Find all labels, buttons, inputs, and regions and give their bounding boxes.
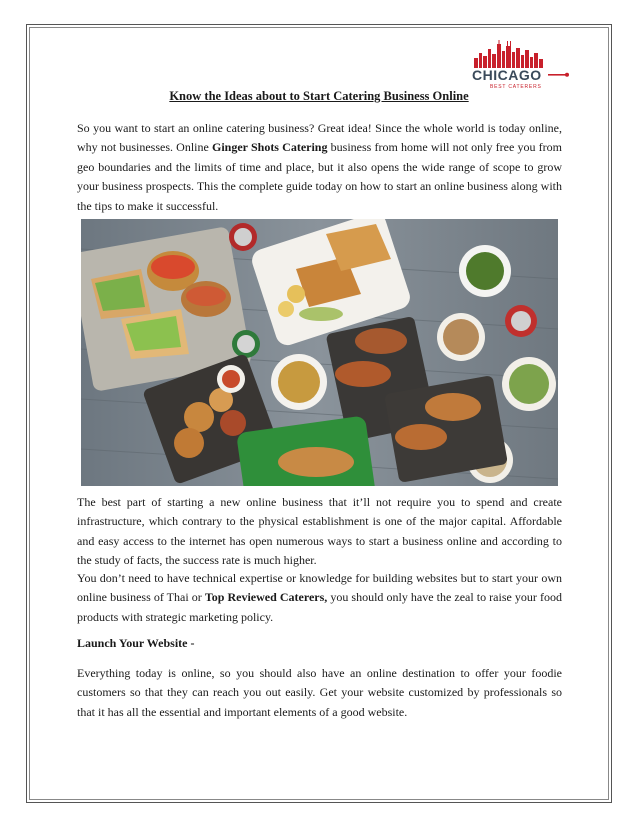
top-reviewed-caterers-link: Top Reviewed Caterers, [204, 590, 328, 605]
benefits-paragraph: The best part of starting a new online business that it’ll not require you to spend and create infrastructure, which contrary to the physical establishment is one of the major capital. Affordable and easy access to the internet has open numerous ways to start a business online and according to the study of facts, the success rate is much higher. [77, 495, 562, 568]
page-title: Know the Ideas about to Start Catering Business Online [169, 89, 469, 103]
launch-website-heading: Launch Your Website - [77, 636, 195, 650]
logo-tagline: BEST CATERERS [490, 84, 542, 90]
expertise-paragraph: You don’t need to have technical expertise or knowledge for building websites but to start your own online business of Thai or Top Reviewed Caterers, you should only have the zeal to raise your food products with strategic marketing policy. [77, 571, 562, 624]
fork-icon [548, 73, 569, 77]
logo-name: CHICAGO [472, 67, 542, 83]
catering-food-platters-photo [81, 219, 558, 486]
launch-website-paragraph: Everything today is online, so you should also have an online destination to offer your foodie customers so that they can reach you out easily. Get your website customized by professionals so that it has all the essential and important elements of a good website. [77, 666, 562, 719]
chicago-best-caterers-logo [468, 40, 572, 90]
ginger-shots-catering-link: Ginger Shots Catering [212, 140, 328, 155]
intro-paragraph: So you want to start an online catering business? Great idea! Since the whole world is today online, why not businesses. Online Ginger Shots Catering business from home will not only free you from geo boundaries and the limits of time and place, but it also opens the wide range of scope to grow your business prospects. This the complete guide today on how to start an online business along with the tips to make it successful. [77, 121, 562, 213]
